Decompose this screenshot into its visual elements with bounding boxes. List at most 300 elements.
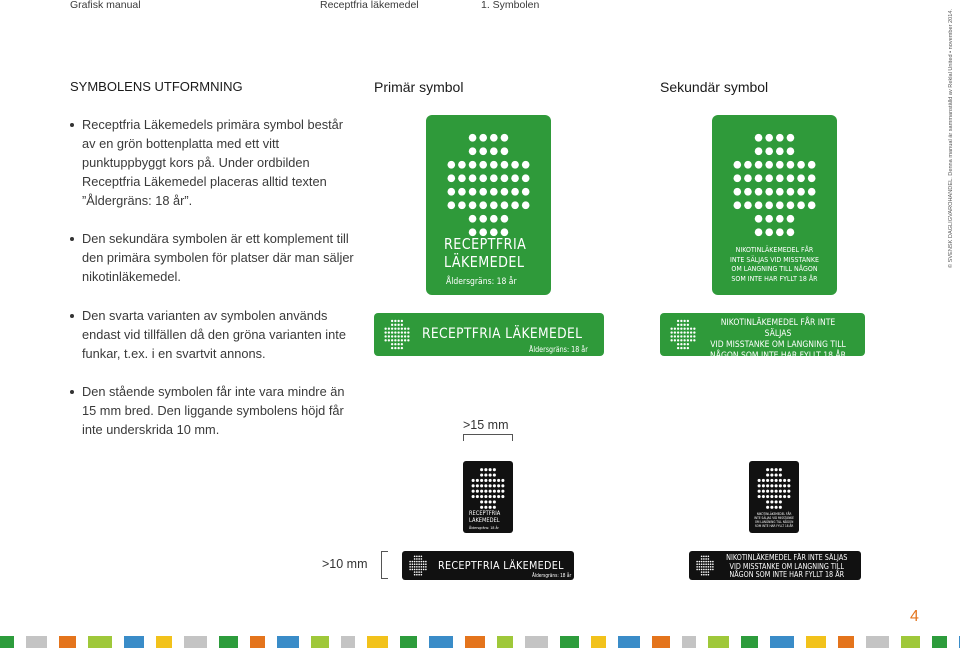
cross-dot	[779, 484, 782, 487]
cross-dot	[708, 571, 710, 573]
cross-dot	[680, 324, 682, 326]
cross-dot	[412, 566, 414, 568]
cross-dot	[766, 474, 769, 477]
cross-dot	[401, 328, 403, 330]
cross-dot	[687, 347, 689, 349]
cross-dot	[469, 174, 477, 182]
cross-dot	[418, 566, 420, 568]
primary-heading: Primär symbol	[374, 79, 464, 95]
cross-dot	[391, 331, 393, 333]
cross-dot	[476, 484, 479, 487]
cross-dot	[755, 215, 763, 223]
footer-bar-segment	[311, 636, 329, 648]
cross-dot	[797, 201, 805, 209]
cross-dot	[733, 201, 741, 209]
cross-dot	[397, 343, 399, 345]
footer-bar-segment	[465, 636, 485, 648]
cross-dot	[479, 201, 487, 209]
cross-dot	[397, 335, 399, 337]
page-number: 4	[910, 608, 919, 625]
cross-dot	[391, 335, 393, 337]
cross-dot	[770, 495, 773, 498]
cross-dot	[397, 320, 399, 322]
cross-dot	[776, 134, 784, 142]
cross-dot	[476, 479, 479, 482]
cross-dot	[703, 569, 705, 571]
cross-dot	[522, 201, 530, 209]
cross-dot	[414, 558, 416, 560]
cross-dot	[404, 335, 406, 337]
cross-dot	[677, 320, 679, 322]
cross-dot	[493, 495, 496, 498]
symbol-age: Åldersgräns: 18 år	[469, 525, 499, 530]
cross-dot	[388, 335, 390, 337]
cross-dot	[501, 495, 504, 498]
cross-dot	[493, 500, 496, 503]
cross-dot	[497, 479, 500, 482]
cross-dot	[670, 339, 672, 341]
cross-dot	[701, 571, 703, 573]
cross-dot	[765, 201, 773, 209]
cross-dot	[766, 479, 769, 482]
cross-dot	[712, 566, 714, 568]
cross-dot	[755, 188, 763, 196]
cross-dot	[755, 134, 763, 142]
cross-dot	[409, 569, 411, 571]
cross-dot	[418, 558, 420, 560]
cross-dot	[705, 571, 707, 573]
symbol-line2: LÄKEMEDEL	[469, 517, 500, 524]
cross-dot	[696, 566, 698, 568]
cross-icon	[670, 319, 696, 350]
cross-dot	[787, 161, 795, 169]
cross-dot	[770, 490, 773, 493]
cross-dot	[779, 479, 782, 482]
cross-icon	[757, 467, 791, 510]
secondary-text: NIKOTINLÄKEMEDEL FÅR INTE SÄLJAS VID MISSTANKE OM LANGNING TILL NÅGON SOM INTE HAR FYLLT 18 ÅR	[729, 245, 819, 283]
cross-dot	[412, 569, 414, 571]
cross-dot	[489, 495, 492, 498]
primary-symbol-vertical	[426, 115, 551, 295]
cross-dot	[489, 500, 492, 503]
footer-bar-segment	[560, 636, 579, 648]
cross-dot	[480, 468, 483, 471]
cross-dot	[710, 563, 712, 565]
footer-bar-segment	[741, 636, 758, 648]
cross-dot	[414, 571, 416, 573]
cross-dot	[511, 161, 519, 169]
cross-dot	[683, 331, 685, 333]
cross-dot	[490, 215, 498, 223]
cross-dot	[687, 343, 689, 345]
cross-dot	[388, 328, 390, 330]
cross-dot	[775, 484, 778, 487]
cross-dot	[712, 561, 714, 563]
cross-dot	[447, 174, 455, 182]
side-copyright: © SVENSK DAGLIGVAROHANDEL. Denna manual är sammanställd av Reklal United • november 2014.	[948, 8, 954, 268]
cross-dot	[776, 174, 784, 182]
cross-dot	[490, 161, 498, 169]
cross-dot	[501, 188, 509, 196]
cross-dot	[476, 490, 479, 493]
cross-dot	[469, 147, 477, 155]
cross-dot	[770, 474, 773, 477]
footer-bar-segment	[682, 636, 696, 648]
cross-dot	[480, 500, 483, 503]
cross-dot	[770, 506, 773, 509]
cross-dot	[401, 343, 403, 345]
cross-dot	[708, 574, 710, 576]
cross-dot	[733, 188, 741, 196]
footer-bar-segment	[250, 636, 265, 648]
cross-dot	[484, 495, 487, 498]
cross-dot	[674, 335, 676, 337]
cross-dot	[423, 563, 425, 565]
cross-dot	[776, 215, 784, 223]
cross-dot	[705, 558, 707, 560]
cross-dot	[479, 134, 487, 142]
cross-dot	[469, 201, 477, 209]
cross-dot	[755, 228, 763, 236]
cross-dot	[776, 188, 784, 196]
cross-dot	[693, 335, 695, 337]
cross-dot	[683, 335, 685, 337]
cross-dot	[765, 134, 773, 142]
cross-dot	[787, 174, 795, 182]
cross-dot	[677, 335, 679, 337]
cross-dot	[394, 331, 396, 333]
cross-dot	[490, 188, 498, 196]
cross-dot	[708, 558, 710, 560]
footer-bar-segment	[0, 636, 14, 648]
cross-dot	[404, 339, 406, 341]
cross-dot	[479, 147, 487, 155]
cross-dot	[775, 500, 778, 503]
cross-icon	[409, 555, 427, 576]
cross-dot	[755, 174, 763, 182]
cross-dot	[397, 328, 399, 330]
cross-dot	[414, 563, 416, 565]
cross-dot	[696, 569, 698, 571]
cross-dot	[701, 563, 703, 565]
cross-dot	[696, 561, 698, 563]
cross-dot	[744, 188, 752, 196]
cross-dot	[384, 339, 386, 341]
cross-icon	[384, 319, 410, 350]
symbol-line1: RECEPTFRIA	[469, 510, 501, 517]
cross-dot	[683, 320, 685, 322]
cross-dot	[765, 188, 773, 196]
cross-dot	[762, 484, 765, 487]
cross-dot	[779, 474, 782, 477]
cross-dot	[447, 201, 455, 209]
cross-dot	[765, 174, 773, 182]
cross-dot	[501, 134, 509, 142]
cross-dot	[522, 188, 530, 196]
cross-dot	[687, 331, 689, 333]
cross-dot	[493, 474, 496, 477]
cross-dot	[412, 561, 414, 563]
cross-dot	[703, 566, 705, 568]
footer-bar-segment	[838, 636, 854, 648]
cross-dot	[472, 495, 475, 498]
cross-dot	[701, 558, 703, 560]
cross-dot	[674, 331, 676, 333]
cross-dot	[710, 569, 712, 571]
cross-dot	[489, 490, 492, 493]
cross-dot	[787, 484, 790, 487]
cross-dot	[687, 339, 689, 341]
cross-dot	[775, 474, 778, 477]
cross-dot	[677, 343, 679, 345]
footer-bar-segment	[219, 636, 238, 648]
cross-dot	[484, 468, 487, 471]
cross-dot	[787, 147, 795, 155]
footer-bar-segment	[429, 636, 453, 648]
cross-dot	[696, 563, 698, 565]
cross-dot	[708, 566, 710, 568]
cross-dot	[522, 161, 530, 169]
cross-dot	[493, 479, 496, 482]
cross-dot	[779, 490, 782, 493]
cross-dot	[401, 339, 403, 341]
cross-dot	[680, 331, 682, 333]
cross-dot	[762, 495, 765, 498]
cross-dot	[511, 188, 519, 196]
cross-dot	[797, 188, 805, 196]
footer-bar-segment	[591, 636, 606, 648]
bullet-item: Den sekundära symbolen är ett komplement till den primära symbolen för platser där man säljer nikotinläkemedel.	[70, 229, 360, 286]
cross-dot	[776, 147, 784, 155]
cross-dot	[480, 474, 483, 477]
cross-dot	[501, 174, 509, 182]
cross-dot	[765, 147, 773, 155]
cross-dot	[414, 566, 416, 568]
cross-dot	[710, 566, 712, 568]
cross-dot	[701, 556, 703, 558]
cross-dot	[414, 569, 416, 571]
cross-dot	[490, 201, 498, 209]
cross-dot	[493, 468, 496, 471]
cross-dot	[687, 324, 689, 326]
symbol-horizontal-title: RECEPTFRIA LÄKEMEDEL	[438, 559, 564, 572]
cross-dot	[787, 201, 795, 209]
cross-dot	[384, 331, 386, 333]
cross-dot	[469, 188, 477, 196]
cross-dot	[397, 339, 399, 341]
cross-dot	[703, 558, 705, 560]
secondary-text: NIKOTINLÄKEMEDEL FÅR INTE SÄLJAS VID MISSTANKE OM LANGNING TILL NÅGON SOM INTE HAR FYLLT 18 ÅR	[754, 512, 794, 528]
cross-dot	[391, 343, 393, 345]
cross-dot	[762, 479, 765, 482]
cross-dot	[787, 215, 795, 223]
cross-dot	[476, 495, 479, 498]
cross-dot	[391, 324, 393, 326]
cross-dot	[680, 343, 682, 345]
cross-dot	[783, 495, 786, 498]
cross-dot	[677, 324, 679, 326]
cross-dot	[416, 574, 418, 576]
secondary-heading: Sekundär symbol	[660, 79, 769, 95]
bullet-list	[70, 115, 360, 456]
cross-dot	[489, 484, 492, 487]
cross-dot	[770, 479, 773, 482]
cross-dot	[758, 479, 761, 482]
cross-dot	[703, 561, 705, 563]
cross-dot	[493, 484, 496, 487]
cross-dot	[758, 490, 761, 493]
cross-dot	[708, 561, 710, 563]
footer-bar-segment	[26, 636, 47, 648]
cross-dot	[683, 347, 685, 349]
symbol-horizontal-age: Åldersgräns: 18 år	[532, 573, 572, 579]
header-chapter: 1. Symbolen	[481, 0, 540, 11]
cross-dot	[705, 574, 707, 576]
cross-dot	[425, 569, 427, 571]
cross-dot	[733, 174, 741, 182]
cross-dot	[703, 556, 705, 558]
cross-dot	[407, 331, 409, 333]
cross-dot	[416, 563, 418, 565]
cross-dot	[458, 161, 466, 169]
cross-dot	[416, 571, 418, 573]
cross-dot	[708, 569, 710, 571]
cross-dot	[394, 347, 396, 349]
cross-dot	[701, 574, 703, 576]
cross-dot	[394, 324, 396, 326]
cross-dot	[397, 324, 399, 326]
cross-dot	[479, 215, 487, 223]
cross-dot	[690, 335, 692, 337]
footer-bar-segment	[770, 636, 794, 648]
cross-dot	[677, 331, 679, 333]
symbol-horizontal-age: Åldersgräns: 18 år	[529, 345, 588, 354]
cross-dot	[416, 561, 418, 563]
cross-dot	[423, 569, 425, 571]
cross-dot	[765, 161, 773, 169]
cross-dot	[703, 571, 705, 573]
cross-dot	[458, 174, 466, 182]
cross-dot	[776, 161, 784, 169]
cross-dot	[808, 161, 816, 169]
cross-dot	[670, 328, 672, 330]
cross-icon	[732, 131, 817, 239]
cross-dot	[733, 161, 741, 169]
cross-dot	[479, 174, 487, 182]
cross-dot	[677, 339, 679, 341]
cross-dot	[687, 320, 689, 322]
footer-bar-segment	[618, 636, 640, 648]
cross-dot	[418, 571, 420, 573]
cross-dot	[708, 563, 710, 565]
cross-dot	[687, 328, 689, 330]
cross-dot	[418, 574, 420, 576]
cross-dot	[766, 495, 769, 498]
cross-dot	[674, 328, 676, 330]
secondary-symbol-black-horizontal	[689, 551, 861, 580]
cross-dot	[397, 347, 399, 349]
cross-dot	[384, 335, 386, 337]
cross-dot	[766, 484, 769, 487]
cross-dot	[683, 328, 685, 330]
cross-dot	[416, 569, 418, 571]
cross-dot	[484, 506, 487, 509]
cross-dot	[388, 331, 390, 333]
cross-dot	[699, 569, 701, 571]
cross-dot	[421, 556, 423, 558]
cross-dot	[797, 174, 805, 182]
cross-dot	[425, 563, 427, 565]
cross-dot	[511, 174, 519, 182]
cross-icon	[471, 467, 505, 510]
cross-dot	[484, 474, 487, 477]
symbol-line2: LÄKEMEDEL	[444, 253, 525, 271]
cross-icon	[696, 555, 714, 576]
cross-dot	[690, 328, 692, 330]
cross-dot	[425, 561, 427, 563]
cross-dot	[418, 561, 420, 563]
cross-dot	[490, 147, 498, 155]
cross-dot	[423, 566, 425, 568]
cross-dot	[394, 335, 396, 337]
cross-dot	[414, 574, 416, 576]
cross-dot	[501, 201, 509, 209]
cross-dot	[680, 320, 682, 322]
cross-dot	[423, 561, 425, 563]
cross-dot	[755, 201, 763, 209]
cross-dot	[404, 331, 406, 333]
cross-dot	[687, 335, 689, 337]
cross-dot	[409, 563, 411, 565]
footer-bar-segment	[367, 636, 388, 648]
cross-dot	[489, 468, 492, 471]
cross-dot	[472, 479, 475, 482]
cross-dot	[391, 320, 393, 322]
cross-dot	[414, 561, 416, 563]
footer-bar-segment	[866, 636, 889, 648]
cross-dot	[493, 506, 496, 509]
cross-dot	[397, 331, 399, 333]
cross-dot	[779, 495, 782, 498]
cross-dot	[394, 343, 396, 345]
cross-dot	[458, 188, 466, 196]
cross-dot	[472, 484, 475, 487]
cross-dot	[699, 563, 701, 565]
cross-dot	[758, 495, 761, 498]
cross-dot	[480, 506, 483, 509]
footer-bar-segment	[124, 636, 144, 648]
symbol-age: Åldersgräns: 18 år	[446, 277, 517, 287]
cross-dot	[693, 331, 695, 333]
cross-dot	[705, 566, 707, 568]
cross-dot	[787, 490, 790, 493]
cross-dot	[765, 215, 773, 223]
cross-dot	[755, 161, 763, 169]
cross-dot	[699, 566, 701, 568]
cross-dot	[712, 569, 714, 571]
cross-dot	[421, 563, 423, 565]
cross-dot	[497, 495, 500, 498]
cross-dot	[416, 566, 418, 568]
cross-dot	[469, 215, 477, 223]
footer-bar-segment	[932, 636, 947, 648]
cross-dot	[680, 328, 682, 330]
bullet-item: Den stående symbolen får inte vara mindre än 15 mm bred. Den liggande symbolens höjd får inte underskrida 10 mm.	[70, 382, 360, 439]
cross-dot	[501, 161, 509, 169]
min-width-label: >15 mm	[463, 418, 509, 432]
cross-dot	[674, 339, 676, 341]
cross-dot	[808, 174, 816, 182]
